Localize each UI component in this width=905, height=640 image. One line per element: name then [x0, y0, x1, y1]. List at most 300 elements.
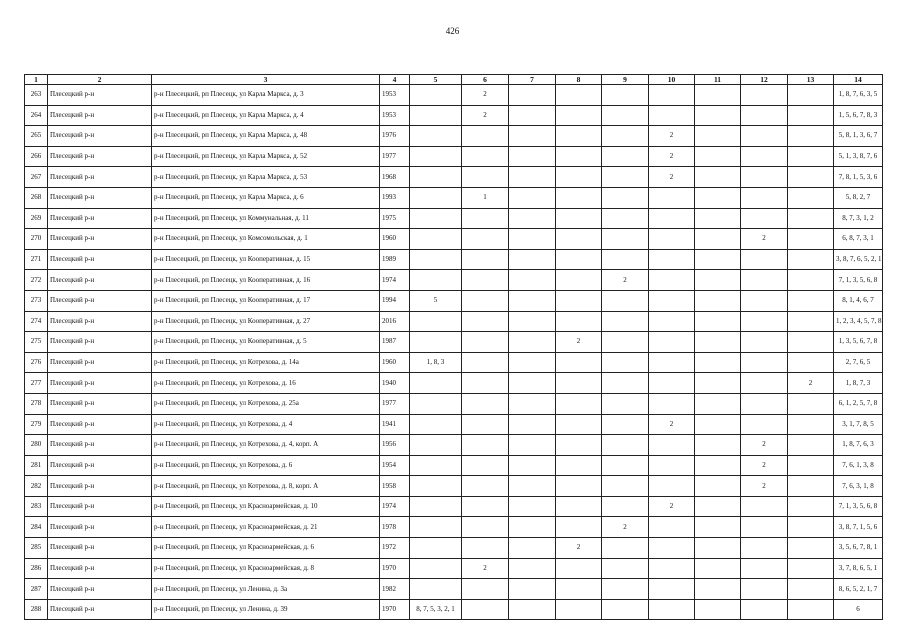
column-header: 13	[788, 75, 834, 85]
table-cell: Плесецкий р-н	[48, 393, 152, 414]
table-cell: р-н Плесецкий, рп Плесецк, ул Кооперативная, д. 5	[152, 332, 380, 353]
table-cell: 2	[602, 270, 649, 291]
table-cell: 7, 1, 3, 5, 6, 8	[834, 270, 883, 291]
table-cell: 288	[25, 599, 48, 620]
table-cell	[462, 476, 509, 497]
table-cell	[509, 599, 556, 620]
table-cell	[556, 558, 602, 579]
table-cell: 1977	[380, 146, 410, 167]
table-row	[25, 579, 883, 600]
table-cell	[741, 187, 788, 208]
table-cell: Плесецкий р-н	[48, 476, 152, 497]
table-row	[25, 332, 883, 353]
table-cell: Плесецкий р-н	[48, 146, 152, 167]
table-cell: 1, 3, 5, 6, 7, 8	[834, 332, 883, 353]
table-cell: 1, 8, 7, 3	[834, 373, 883, 394]
table-cell: 8, 1, 4, 6, 7	[834, 290, 883, 311]
table-cell	[695, 558, 741, 579]
table-cell	[649, 579, 695, 600]
table-cell	[602, 558, 649, 579]
table-cell	[602, 290, 649, 311]
table-cell: Плесецкий р-н	[48, 311, 152, 332]
table-cell: 274	[25, 311, 48, 332]
table-cell	[509, 579, 556, 600]
table-row	[25, 435, 883, 456]
table-cell: 2	[602, 517, 649, 538]
table-cell	[462, 538, 509, 559]
table-cell	[695, 496, 741, 517]
table-row	[25, 517, 883, 538]
column-header: 3	[152, 75, 380, 85]
table-cell	[741, 85, 788, 106]
table-cell: р-н Плесецкий, рп Плесецк, ул Карла Маркса, д. 4	[152, 105, 380, 126]
table-cell: р-н Плесецкий, рп Плесецк, ул Красноармейская, д. 10	[152, 496, 380, 517]
table-cell	[602, 373, 649, 394]
table-cell: 272	[25, 270, 48, 291]
table-cell	[410, 538, 462, 559]
table-cell: 264	[25, 105, 48, 126]
table-cell	[556, 126, 602, 147]
table-cell	[410, 476, 462, 497]
column-header: 7	[509, 75, 556, 85]
table-cell: 1994	[380, 290, 410, 311]
table-cell: Плесецкий р-н	[48, 126, 152, 147]
table-cell: 1976	[380, 126, 410, 147]
table-header	[25, 75, 883, 85]
table-row	[25, 105, 883, 126]
table-cell: 5, 8, 1, 3, 6, 7	[834, 126, 883, 147]
table-cell: р-н Плесецкий, рп Плесецк, ул Ленина, д. 39	[152, 599, 380, 620]
table-cell	[410, 105, 462, 126]
table-row	[25, 558, 883, 579]
table-cell: 270	[25, 229, 48, 250]
table-cell	[741, 579, 788, 600]
table-cell	[509, 332, 556, 353]
table-cell: 2	[741, 435, 788, 456]
table-cell	[695, 373, 741, 394]
table-row	[25, 496, 883, 517]
table-cell: 287	[25, 579, 48, 600]
table-cell: р-н Плесецкий, рп Плесецк, ул Коммунальная, д. 11	[152, 208, 380, 229]
table-cell	[649, 393, 695, 414]
table-row	[25, 229, 883, 250]
table-cell	[509, 455, 556, 476]
table-cell: 2	[556, 332, 602, 353]
table-cell	[788, 126, 834, 147]
table-row	[25, 455, 883, 476]
table-cell: 6, 8, 7, 3, 1	[834, 229, 883, 250]
table-cell	[649, 105, 695, 126]
table-cell	[602, 579, 649, 600]
table-cell: Плесецкий р-н	[48, 270, 152, 291]
column-header: 8	[556, 75, 602, 85]
column-header: 6	[462, 75, 509, 85]
table-cell	[509, 517, 556, 538]
table-cell	[556, 496, 602, 517]
table-cell	[509, 311, 556, 332]
table-cell	[649, 290, 695, 311]
table-cell	[788, 146, 834, 167]
table-cell: 5, 1, 3, 8, 7, 6	[834, 146, 883, 167]
table-cell: 269	[25, 208, 48, 229]
table-cell	[509, 187, 556, 208]
table-cell	[788, 352, 834, 373]
table-cell: 2	[462, 85, 509, 106]
table-row	[25, 476, 883, 497]
table-cell: 2	[741, 229, 788, 250]
table-cell: 284	[25, 517, 48, 538]
table-cell: 1968	[380, 167, 410, 188]
table-cell	[741, 311, 788, 332]
table-cell: р-н Плесецкий, рп Плесецк, ул Карла Маркса, д. 52	[152, 146, 380, 167]
table-cell: 1941	[380, 414, 410, 435]
table-cell	[410, 393, 462, 414]
table-cell	[649, 558, 695, 579]
table-cell	[695, 167, 741, 188]
table-cell	[410, 208, 462, 229]
table-cell	[462, 455, 509, 476]
table-cell: 267	[25, 167, 48, 188]
table-cell	[556, 270, 602, 291]
table-cell	[462, 249, 509, 270]
table-cell	[602, 393, 649, 414]
table-cell	[788, 538, 834, 559]
table-cell: р-н Плесецкий, рп Плесецк, ул Красноармейская, д. 8	[152, 558, 380, 579]
table-cell	[509, 229, 556, 250]
table-cell: Плесецкий р-н	[48, 105, 152, 126]
table-cell	[509, 373, 556, 394]
table-row	[25, 85, 883, 106]
table-cell: 2	[556, 538, 602, 559]
table-cell	[602, 167, 649, 188]
table-cell: р-н Плесецкий, рп Плесецк, ул Карла Маркса, д. 48	[152, 126, 380, 147]
table-cell: 6, 1, 2, 5, 7, 8	[834, 393, 883, 414]
table-cell	[602, 455, 649, 476]
table-cell: 5	[410, 290, 462, 311]
table-cell	[556, 105, 602, 126]
table-cell: 1993	[380, 187, 410, 208]
table-cell	[602, 599, 649, 620]
table-row	[25, 352, 883, 373]
table-cell	[649, 435, 695, 456]
table-cell	[788, 167, 834, 188]
table-cell	[410, 332, 462, 353]
table-cell	[509, 393, 556, 414]
table-cell	[695, 476, 741, 497]
table-cell	[462, 167, 509, 188]
table-cell	[695, 249, 741, 270]
table-cell	[649, 270, 695, 291]
table-cell	[649, 517, 695, 538]
table-cell	[410, 455, 462, 476]
table-cell: 1, 5, 6, 7, 8, 3	[834, 105, 883, 126]
table-cell	[556, 373, 602, 394]
table-row	[25, 167, 883, 188]
table-cell	[410, 311, 462, 332]
table-cell	[695, 538, 741, 559]
table-cell	[410, 167, 462, 188]
table-cell	[788, 558, 834, 579]
table-cell	[649, 187, 695, 208]
table-row	[25, 290, 883, 311]
table-cell: р-н Плесецкий, рп Плесецк, ул Красноармейская, д. 6	[152, 538, 380, 559]
table-cell: 2	[649, 146, 695, 167]
table-cell: 1960	[380, 352, 410, 373]
table-cell: 7, 1, 3, 5, 6, 8	[834, 496, 883, 517]
table-cell: р-н Плесецкий, рп Плесецк, ул Котрехова, д. 25а	[152, 393, 380, 414]
table-cell	[649, 599, 695, 620]
table-cell: р-н Плесецкий, рп Плесецк, ул Комсомольская, д. 1	[152, 229, 380, 250]
table-cell: 2	[462, 105, 509, 126]
table-cell	[509, 290, 556, 311]
table-cell: Плесецкий р-н	[48, 455, 152, 476]
table-cell	[602, 476, 649, 497]
table-cell: Плесецкий р-н	[48, 599, 152, 620]
table-cell	[788, 393, 834, 414]
table-cell: 276	[25, 352, 48, 373]
table-cell	[509, 558, 556, 579]
table-cell	[695, 229, 741, 250]
table-cell	[509, 270, 556, 291]
table-cell: 7, 8, 1, 5, 3, 6	[834, 167, 883, 188]
table-cell	[649, 311, 695, 332]
table-cell	[410, 187, 462, 208]
table-cell	[788, 476, 834, 497]
table-cell	[410, 558, 462, 579]
table-cell	[462, 373, 509, 394]
table-cell	[788, 270, 834, 291]
table-cell	[556, 579, 602, 600]
table-body	[25, 85, 883, 620]
table-row	[25, 146, 883, 167]
column-header: 14	[834, 75, 883, 85]
table-cell: 6	[834, 599, 883, 620]
table-cell	[788, 435, 834, 456]
table-cell	[788, 290, 834, 311]
table-cell: Плесецкий р-н	[48, 167, 152, 188]
table-cell	[741, 414, 788, 435]
table-cell	[602, 538, 649, 559]
table-cell	[462, 414, 509, 435]
table-cell: р-н Плесецкий, рп Плесецк, ул Котрехова, д. 16	[152, 373, 380, 394]
table-cell	[462, 146, 509, 167]
table-cell: 271	[25, 249, 48, 270]
table-cell	[556, 229, 602, 250]
table-cell	[556, 290, 602, 311]
table-cell	[462, 332, 509, 353]
table-cell: 1970	[380, 599, 410, 620]
table-cell: 2, 7, 6, 5	[834, 352, 883, 373]
table-cell	[788, 517, 834, 538]
table-cell	[410, 85, 462, 106]
table-cell: р-н Плесецкий, рп Плесецк, ул Котрехова, д. 6	[152, 455, 380, 476]
table-cell	[556, 85, 602, 106]
table-cell	[556, 187, 602, 208]
table-cell	[741, 208, 788, 229]
table-cell	[695, 579, 741, 600]
table-cell: 283	[25, 496, 48, 517]
table-cell: р-н Плесецкий, рп Плесецк, ул Котрехова, д. 8, корп. А	[152, 476, 380, 497]
table-cell: 2	[741, 476, 788, 497]
table-row	[25, 599, 883, 620]
table-cell	[462, 352, 509, 373]
table-cell	[602, 332, 649, 353]
table-cell	[509, 496, 556, 517]
table-cell	[556, 517, 602, 538]
table-cell	[602, 496, 649, 517]
table-cell: 3, 8, 7, 6, 5, 2, 1	[834, 249, 883, 270]
table-cell: 2	[649, 496, 695, 517]
table-cell: 280	[25, 435, 48, 456]
table-cell	[695, 599, 741, 620]
table-cell: 1956	[380, 435, 410, 456]
table-cell	[602, 126, 649, 147]
housing-registry-table	[24, 74, 883, 620]
table-cell: 285	[25, 538, 48, 559]
table-cell	[788, 105, 834, 126]
table-cell	[788, 311, 834, 332]
column-header: 4	[380, 75, 410, 85]
table-row	[25, 208, 883, 229]
table-cell	[695, 208, 741, 229]
table-cell	[741, 496, 788, 517]
table-cell	[788, 85, 834, 106]
table-cell	[788, 332, 834, 353]
table-cell: 263	[25, 85, 48, 106]
column-header: 2	[48, 75, 152, 85]
table-cell: 8, 7, 5, 3, 2, 1	[410, 599, 462, 620]
table-cell: 5, 8, 2, 7	[834, 187, 883, 208]
table-cell: Плесецкий р-н	[48, 290, 152, 311]
table-cell	[410, 229, 462, 250]
page-number: 426	[445, 26, 460, 36]
table-cell	[788, 599, 834, 620]
table-cell	[695, 85, 741, 106]
table-cell	[741, 332, 788, 353]
table-cell: р-н Плесецкий, рп Плесецк, ул Карла Маркса, д. 6	[152, 187, 380, 208]
table-cell	[556, 146, 602, 167]
table-cell: 1960	[380, 229, 410, 250]
table-cell	[556, 167, 602, 188]
table-cell: 1940	[380, 373, 410, 394]
table-cell: 1, 8, 7, 6, 3, 5	[834, 85, 883, 106]
table-cell	[649, 229, 695, 250]
table-row	[25, 187, 883, 208]
table-cell	[741, 249, 788, 270]
table-cell: 3, 8, 7, 1, 5, 6	[834, 517, 883, 538]
table-cell	[556, 476, 602, 497]
table-cell	[509, 208, 556, 229]
table-cell: р-н Плесецкий, рп Плесецк, ул Кооперативная, д. 15	[152, 249, 380, 270]
table-cell	[556, 435, 602, 456]
table-cell: 1977	[380, 393, 410, 414]
table-cell	[602, 352, 649, 373]
table-cell: р-н Плесецкий, рп Плесецк, ул Кооперативная, д. 17	[152, 290, 380, 311]
table-cell	[602, 435, 649, 456]
table-cell	[556, 455, 602, 476]
column-header: 10	[649, 75, 695, 85]
table-cell: 1958	[380, 476, 410, 497]
table-cell	[695, 393, 741, 414]
table-cell	[602, 187, 649, 208]
table-cell	[602, 249, 649, 270]
table-cell	[741, 393, 788, 414]
table-cell	[741, 558, 788, 579]
table-cell: Плесецкий р-н	[48, 208, 152, 229]
table-cell	[741, 599, 788, 620]
table-cell	[788, 229, 834, 250]
table-cell	[509, 414, 556, 435]
table-cell: 3, 5, 6, 7, 8, 1	[834, 538, 883, 559]
table-row	[25, 414, 883, 435]
table-cell: Плесецкий р-н	[48, 187, 152, 208]
table-cell: р-н Плесецкий, рп Плесецк, ул Ленина, д. 3а	[152, 579, 380, 600]
table-cell	[649, 373, 695, 394]
table-cell: 7, 6, 3, 1, 8	[834, 476, 883, 497]
table-cell	[788, 208, 834, 229]
table-cell	[602, 414, 649, 435]
table-cell	[556, 208, 602, 229]
table-cell	[556, 599, 602, 620]
table-cell: Плесецкий р-н	[48, 435, 152, 456]
table-row	[25, 249, 883, 270]
header-row	[25, 75, 883, 85]
table-cell: 1	[462, 187, 509, 208]
table-cell	[462, 599, 509, 620]
table-cell	[556, 352, 602, 373]
table-cell: р-н Плесецкий, рп Плесецк, ул Котрехова, д. 4, корп. А	[152, 435, 380, 456]
table-cell: Плесецкий р-н	[48, 517, 152, 538]
column-header: 5	[410, 75, 462, 85]
table-cell	[695, 146, 741, 167]
table-cell: Плесецкий р-н	[48, 373, 152, 394]
table-cell	[462, 435, 509, 456]
table-cell	[741, 105, 788, 126]
table-cell	[509, 249, 556, 270]
table-cell	[741, 126, 788, 147]
table-cell: 2	[788, 373, 834, 394]
table-cell: 279	[25, 414, 48, 435]
table-cell	[695, 517, 741, 538]
table-cell	[695, 435, 741, 456]
table-cell	[695, 332, 741, 353]
table-cell	[410, 146, 462, 167]
table-cell	[462, 311, 509, 332]
table-row	[25, 126, 883, 147]
table-cell	[509, 476, 556, 497]
table-cell: 273	[25, 290, 48, 311]
table-cell	[695, 126, 741, 147]
table-cell	[788, 414, 834, 435]
table-cell	[509, 85, 556, 106]
table-cell: 2016	[380, 311, 410, 332]
table-cell	[410, 414, 462, 435]
table-cell: 3, 1, 7, 8, 5	[834, 414, 883, 435]
table-row	[25, 393, 883, 414]
table-cell: 1970	[380, 558, 410, 579]
table-cell	[509, 352, 556, 373]
table-cell	[695, 105, 741, 126]
table-cell	[602, 229, 649, 250]
column-header: 9	[602, 75, 649, 85]
table-cell: 2	[649, 126, 695, 147]
table-cell: р-н Плесецкий, рп Плесецк, ул Котрехова, д. 14а	[152, 352, 380, 373]
table-row	[25, 270, 883, 291]
table-cell	[410, 249, 462, 270]
table-cell	[462, 496, 509, 517]
table-cell: Плесецкий р-н	[48, 332, 152, 353]
table-cell	[695, 455, 741, 476]
